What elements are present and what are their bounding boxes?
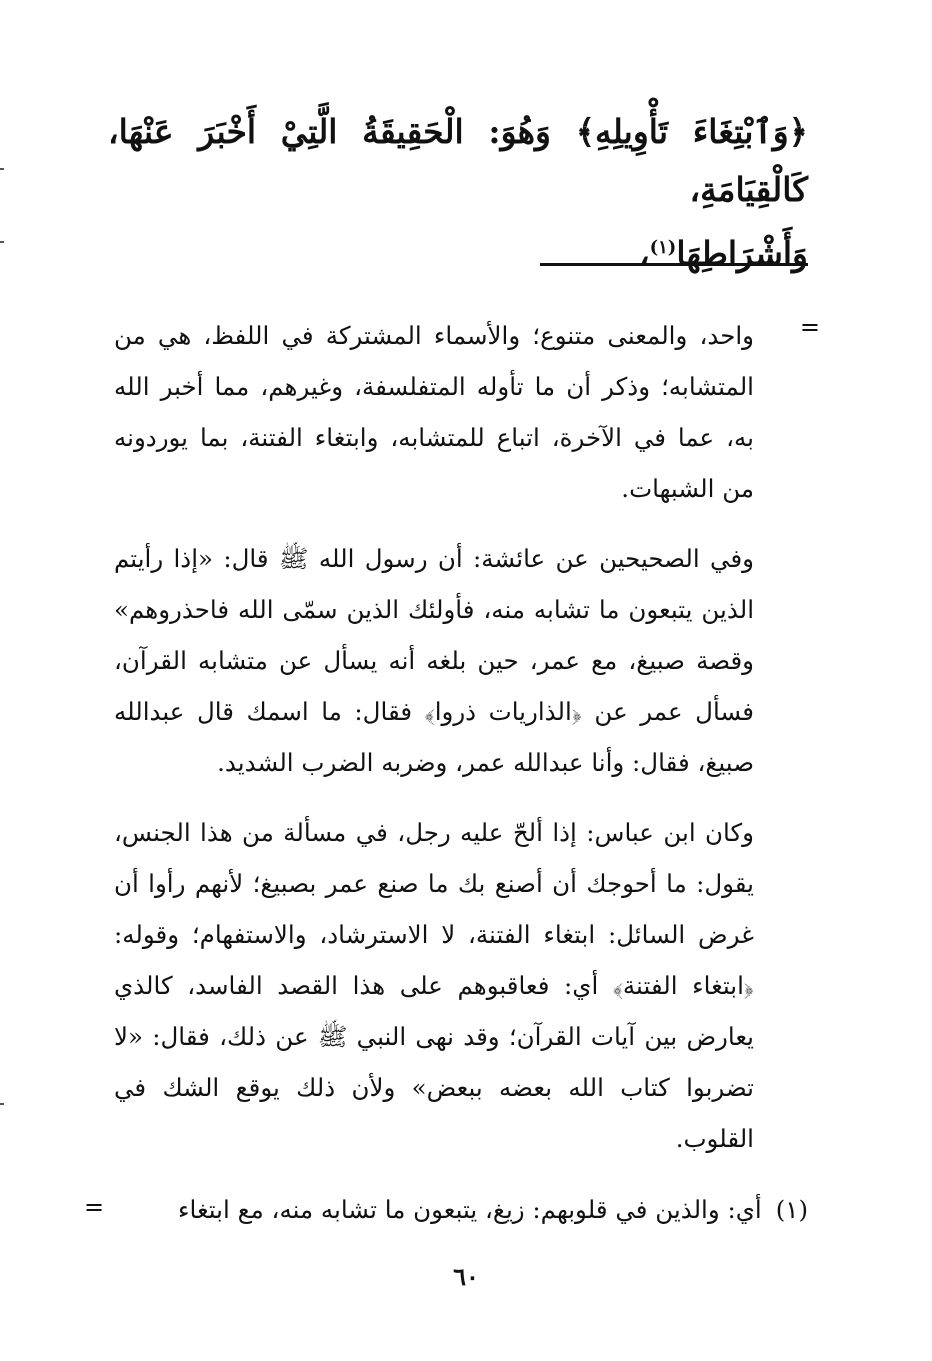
footnote-divider <box>540 263 808 266</box>
footnote-paragraph-2: وفي الصحيحين عن عائشة: أن رسول الله ﷺ قال: «إذا رأيتم الذين يتبعون ما تشابه منه، فأولئك الذين سمّى الله فاحذروهم» وقصة صبيغ، مع عمر، حين بلغه أنه يسأل عن متشابه القرآن، فسأل عمر عن ﴿الذاريات ذروا﴾ فقال: ما اسمك قال عبدالله صبيغ، فقال: وأنا عبدالله عمر، وضربه الضرب الشديد. <box>114 544 754 777</box>
footnote-1 <box>88 1190 808 1230</box>
main-text-line-1: ﴿وَٱبْتِغَاءَ تَأْوِيلِهِ﴾ وَهُوَ: الْحَقِيقَةُ الَّتِيْ أَخْبَرَ عَنْهَا، كَالْقِيَامَةِ، <box>108 112 808 209</box>
footnote-1-number: (١) <box>775 1195 808 1224</box>
margin-tick <box>0 168 4 170</box>
main-text-line-2-end: ، <box>638 234 650 273</box>
main-text <box>108 103 808 283</box>
margin-tick <box>0 241 4 243</box>
footnote-reference: (١) <box>649 237 677 258</box>
footnote-paragraph-3: وكان ابن عباس: إذا ألحّ عليه رجل، في مسألة من هذا الجنس، يقول: ما أحوجك أن أصنع بك ما صنع عمر بصبيغ؛ لأنهم رأوا أن غرض السائل: ابتغاء الفتنة، لا الاسترشاد، والاستفهام؛ وقوله: ﴿ابتغاء الفتنة﴾ أي: فعاقبوهم على هذا القصد الفاسد، كالذي يعارض بين آيات القرآن؛ وقد نهى النبي ﷺ عن ذلك، فقال: «لا تضربوا كتاب الله بعضه ببعض» ولأن ذلك يوقع الشك في القلوب. <box>114 818 754 1153</box>
footnotes-section <box>114 310 754 1183</box>
continuation-marker: = <box>799 313 820 341</box>
margin-tick <box>0 1103 4 1105</box>
footnote-1-continuation-marker: = <box>84 1193 105 1221</box>
footnote-1-text: أي: والذين في قلوبهم: زيغ، يتبعون ما تشابه منه، مع ابتغاء <box>177 1195 762 1224</box>
main-text-line-2: وَأَشْرَاطِهَا <box>676 234 808 273</box>
footnote-paragraph-1: واحد، والمعنى متنوع؛ والأسماء المشتركة في اللفظ، هي من المتشابه؛ وذكر أن ما تأوله المتفلسفة، وغيرهم، مما أخبر الله به، عما في الآخرة، اتباع للمتشابه، وابتغاء الفتنة، بما يوردونه من الشبهات. <box>114 321 754 503</box>
page-number: ٦٠ <box>453 1262 479 1291</box>
